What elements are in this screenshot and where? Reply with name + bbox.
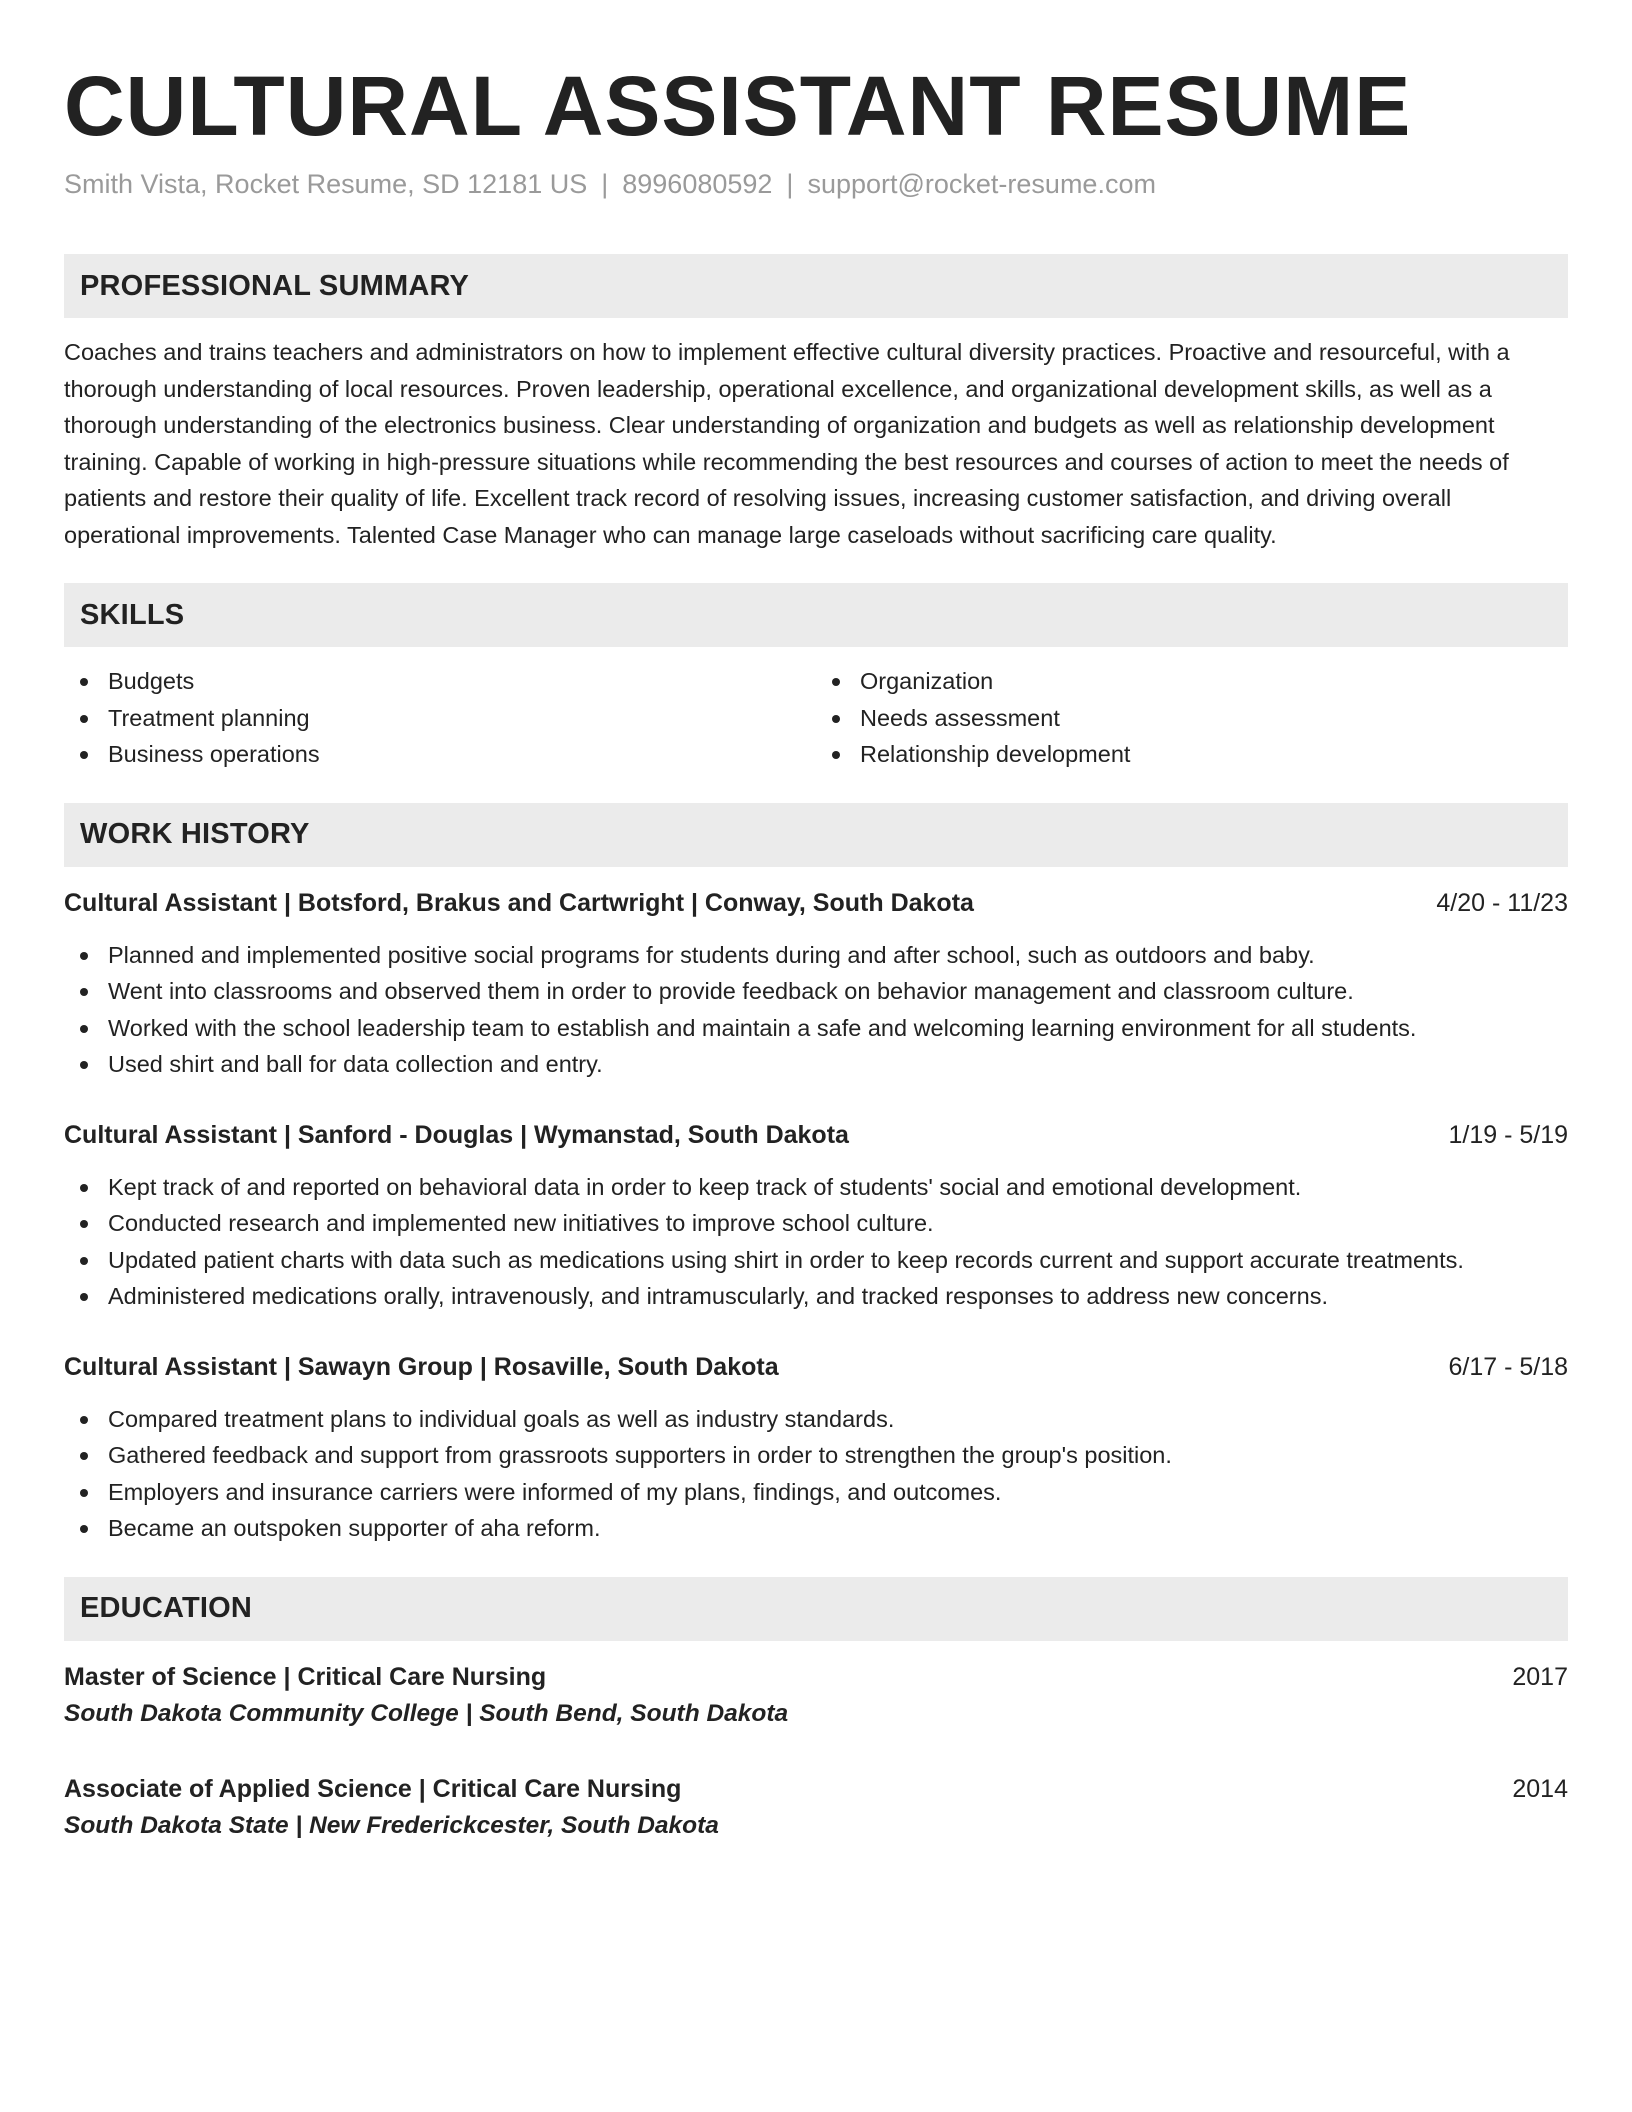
contact-separator: | bbox=[601, 169, 609, 199]
education-degree: Master of Science | Critical Care Nursing bbox=[64, 1662, 547, 1691]
section-heading-skills: SKILLS bbox=[64, 583, 1568, 647]
section-heading-summary: PROFESSIONAL SUMMARY bbox=[64, 254, 1568, 318]
job-entry bbox=[64, 1349, 1568, 1547]
job-entry bbox=[64, 1117, 1568, 1315]
duty-item: Employers and insurance carriers were informed of my plans, findings, and outcomes. bbox=[64, 1474, 1568, 1511]
job-date: 4/20 - 11/23 bbox=[1436, 888, 1568, 917]
duty-item: Gathered feedback and support from grassroots supporters in order to strengthen the group's position. bbox=[64, 1437, 1568, 1474]
education-entry bbox=[64, 1771, 1568, 1845]
job-entry bbox=[64, 885, 1568, 1083]
duty-item: Conducted research and implemented new initiatives to improve school culture. bbox=[64, 1205, 1568, 1242]
section-heading-education: EDUCATION bbox=[64, 1577, 1568, 1641]
summary-text: Coaches and trains teachers and administrators on how to implement effective cultural diversity practices. Proactive and resourceful, with a thorough understanding of local resources. Proven leadership, operational excellence, and organizational development skills, as well as a thorough understanding of the electronics business. Clear understanding of organization and budgets as well as relationship development training. Capable of working in high-pressure situations while recommending the best resources and courses of action to meet the needs of patients and restore their quality of life. Excellent track record of resolving issues, increasing customer satisfaction, and driving overall operational improvements. Talented Case Manager who can manage large caseloads without sacrificing care quality. bbox=[64, 339, 1510, 548]
skill-item: Business operations bbox=[64, 736, 816, 773]
job-header bbox=[64, 1117, 1568, 1153]
contact-separator: | bbox=[786, 169, 794, 199]
education-year: 2017 bbox=[1512, 1662, 1568, 1691]
skill-item: Treatment planning bbox=[64, 700, 816, 737]
job-date: 1/19 - 5/19 bbox=[1448, 1120, 1568, 1149]
skills-list bbox=[64, 663, 1568, 773]
job-duties bbox=[64, 1169, 1568, 1315]
section-heading-work-history: WORK HISTORY bbox=[64, 803, 1568, 867]
skills-column-right bbox=[816, 663, 1568, 773]
education-header bbox=[64, 1771, 1568, 1807]
contact-line bbox=[64, 166, 1568, 202]
duty-item: Planned and implemented positive social programs for students during and after school, such as outdoors and baby. bbox=[64, 937, 1568, 974]
education-school: South Dakota Community College | South Bend, South Dakota bbox=[64, 1699, 789, 1727]
duty-item: Worked with the school leadership team to establish and maintain a safe and welcoming learning environment for all students. bbox=[64, 1010, 1568, 1047]
job-duties bbox=[64, 1401, 1568, 1547]
skill-item: Relationship development bbox=[816, 736, 1568, 773]
skill-item: Needs assessment bbox=[816, 700, 1568, 737]
contact-phone: 8996080592 bbox=[622, 169, 773, 199]
duty-item: Kept track of and reported on behavioral data in order to keep track of students' social and emotional development. bbox=[64, 1169, 1568, 1206]
job-title: Cultural Assistant | Sanford - Douglas | Wymanstad, South Dakota bbox=[64, 1120, 849, 1149]
resume-title: CULTURAL ASSISTANT RESUME bbox=[64, 59, 1412, 153]
duty-item: Used shirt and ball for data collection and entry. bbox=[64, 1046, 1568, 1083]
job-title: Cultural Assistant | Sawayn Group | Rosaville, South Dakota bbox=[64, 1352, 779, 1381]
job-title: Cultural Assistant | Botsford, Brakus and Cartwright | Conway, South Dakota bbox=[64, 888, 974, 917]
education-year: 2014 bbox=[1512, 1774, 1568, 1803]
education-degree: Associate of Applied Science | Critical Care Nursing bbox=[64, 1774, 682, 1803]
duty-item: Updated patient charts with data such as medications using shirt in order to keep records current and support accurate treatments. bbox=[64, 1242, 1568, 1279]
contact-address: Smith Vista, Rocket Resume, SD 12181 US bbox=[64, 169, 588, 199]
duty-item: Went into classrooms and observed them in order to provide feedback on behavior management and classroom culture. bbox=[64, 973, 1568, 1010]
education-entry bbox=[64, 1659, 1568, 1733]
skill-item: Organization bbox=[816, 663, 1568, 700]
job-header bbox=[64, 1349, 1568, 1385]
duty-item: Became an outspoken supporter of aha reform. bbox=[64, 1510, 1568, 1547]
job-header bbox=[64, 885, 1568, 921]
skills-column-left bbox=[64, 663, 816, 773]
duty-item: Compared treatment plans to individual goals as well as industry standards. bbox=[64, 1401, 1568, 1438]
skill-item: Budgets bbox=[64, 663, 816, 700]
job-duties bbox=[64, 937, 1568, 1083]
contact-email: support@rocket-resume.com bbox=[807, 169, 1156, 199]
duty-item: Administered medications orally, intravenously, and intramuscularly, and tracked responses to address new concerns. bbox=[64, 1278, 1568, 1315]
education-school: South Dakota State | New Frederickcester, South Dakota bbox=[64, 1811, 719, 1839]
job-date: 6/17 - 5/18 bbox=[1448, 1352, 1568, 1381]
education-header bbox=[64, 1659, 1568, 1695]
